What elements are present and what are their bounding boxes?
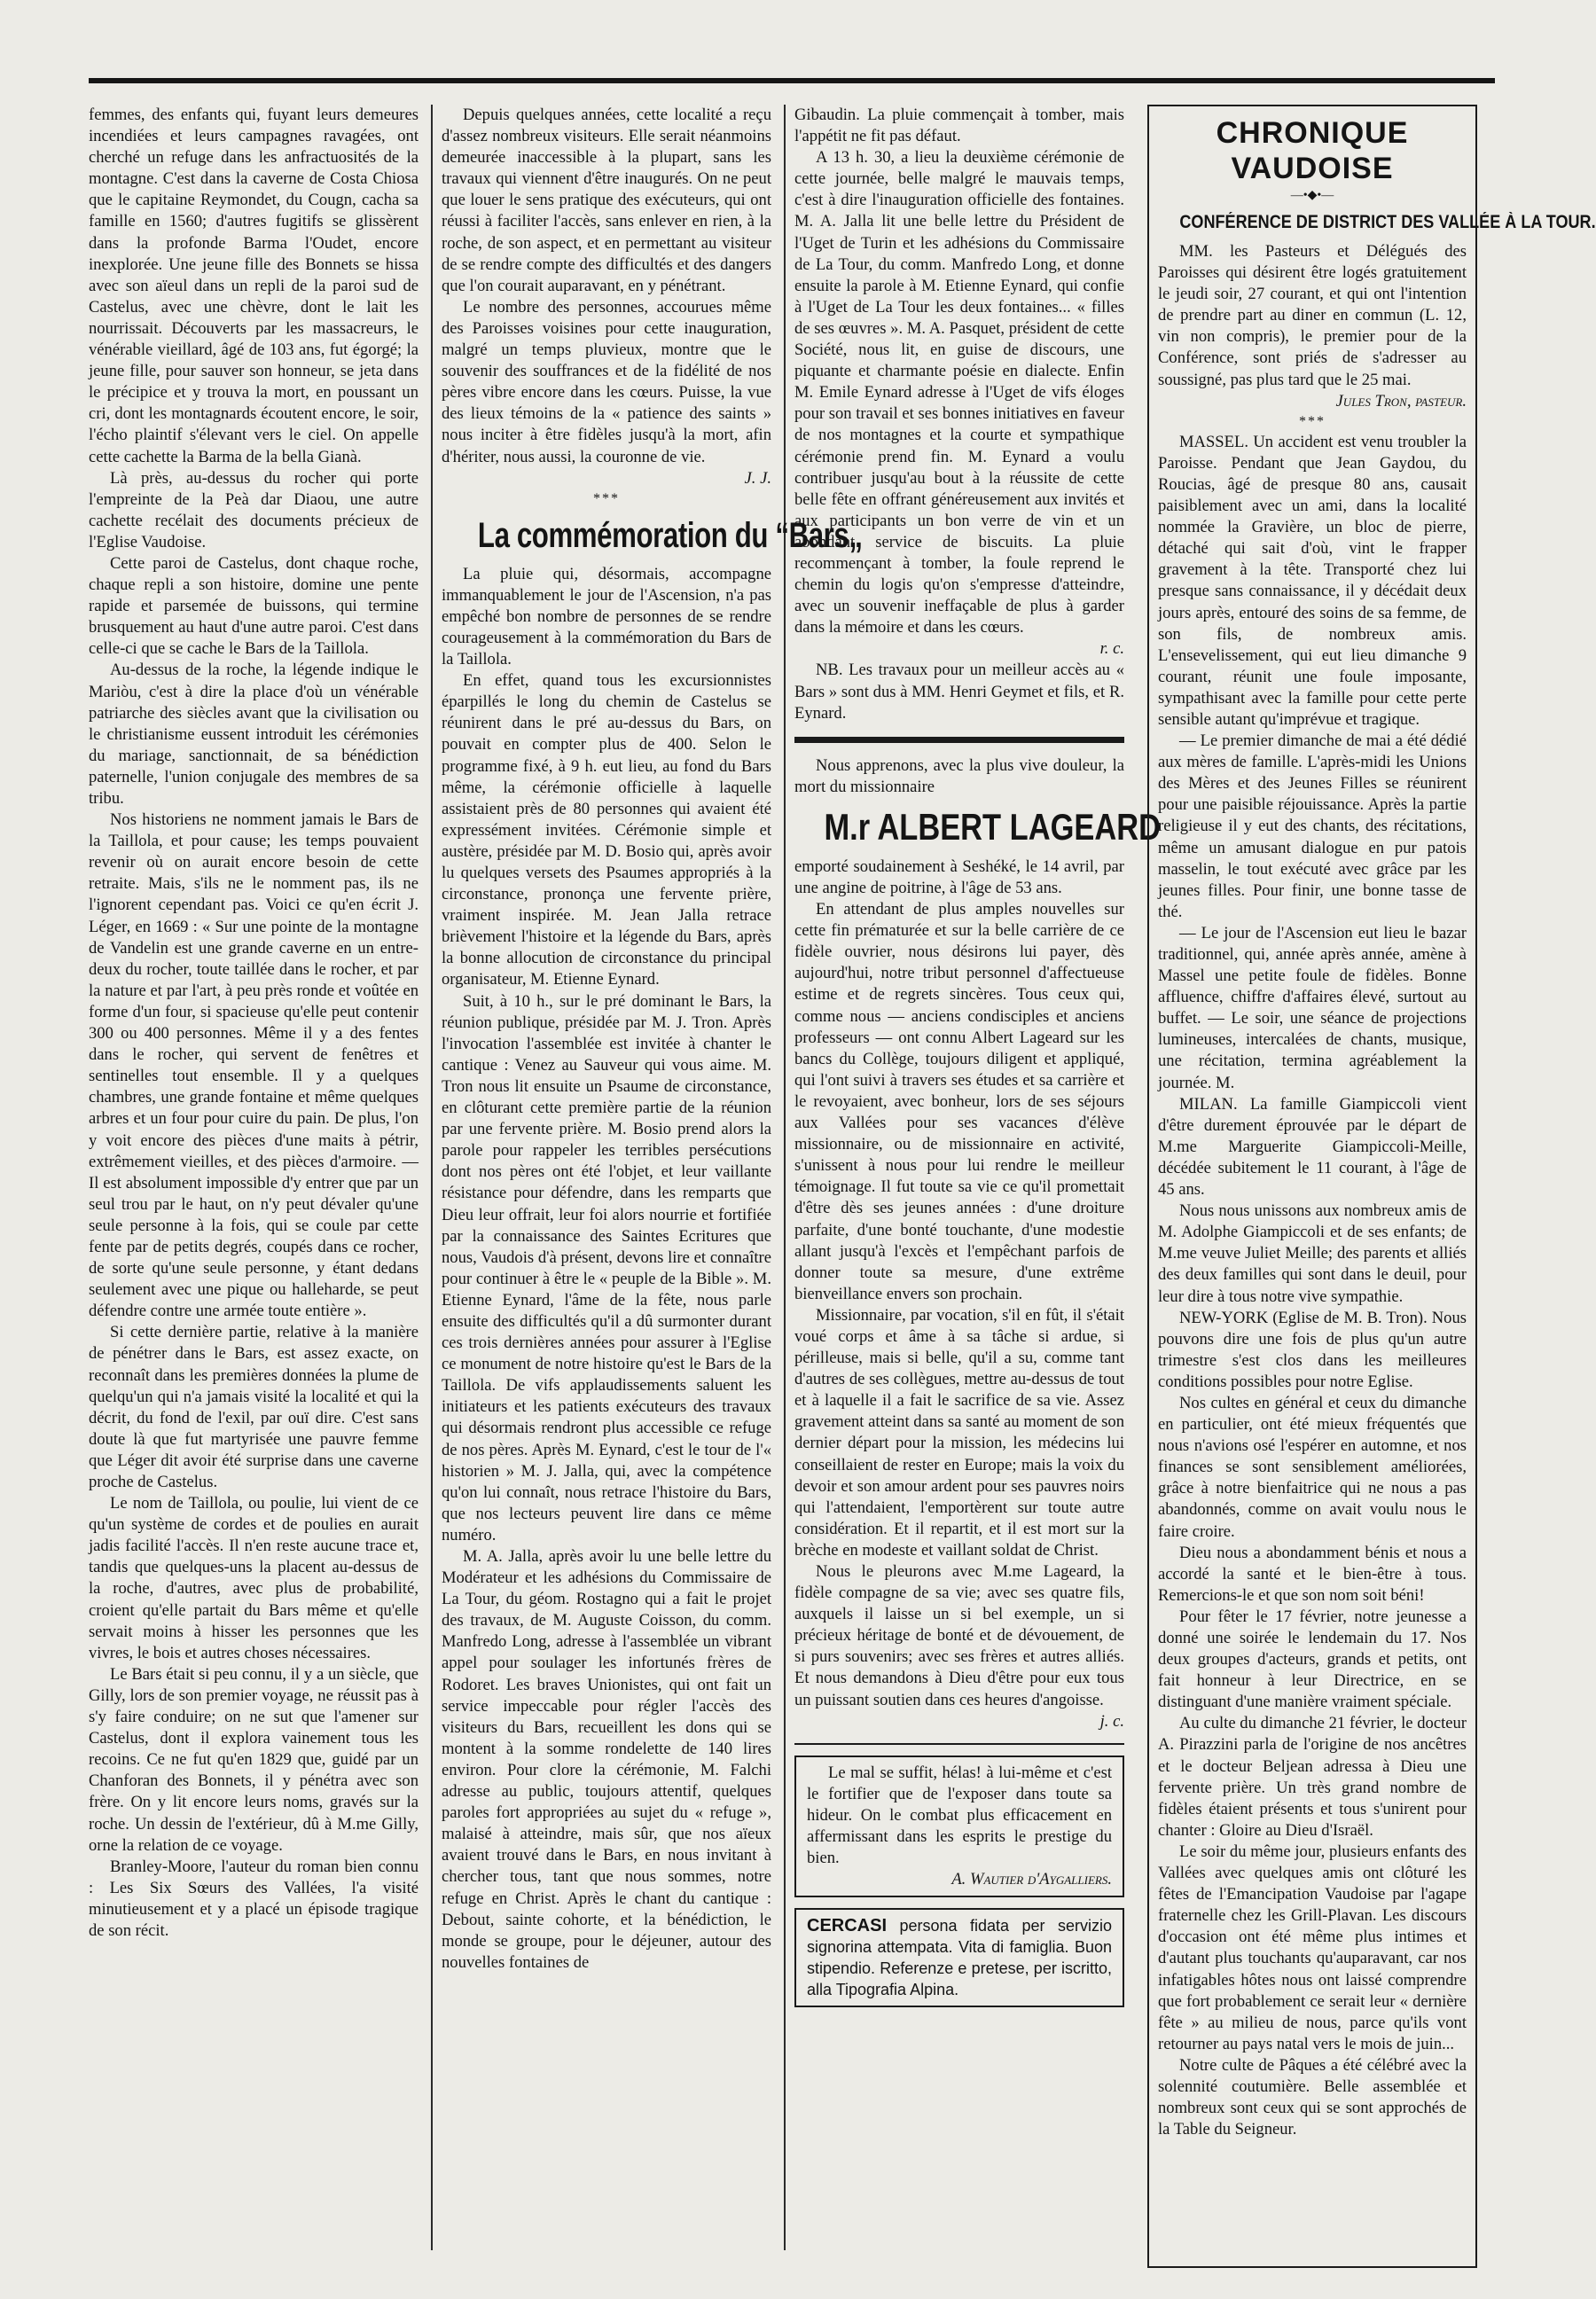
paragraph: La pluie qui, désormais, accompagne immanquablement le jour de l'Ascension, n'a pas empêché bon nombre de personnes de se rendre courageusement à la commémoration du Bars de la Taillola. [442,564,771,669]
paragraph: emporté soudainement à Seshéké, le 14 avril, par une angine de poitrine, à l'âge de 53 ans. [794,856,1124,897]
quote-box [794,1756,1124,1898]
paragraph: Nous nous unissons aux nombreux amis de M. Adolphe Giampiccoli et de ses enfants; de M.me veuve Juliet Meille; des parents et alliés des deux familles qui sont dans le deuil, pour leur dire à tous notre vive sympathie. [1158,1201,1467,1306]
paragraph: En attendant de plus amples nouvelles sur cette fin prématurée et sur la belle carrière de ce fidèle ouvrier, nous désirons lui payer, dès aujourd'hui, notre tribut personnel d'affectueuse estime et de regrets sincères. Tous ceux qui, comme nous — anciens condisciples et anciens professeurs — ont connu Albert Lageard sur les bancs du Collège, toujours diligent et appliqué, qui l'ont suivi à travers ses études et sa carrière et le revoyaient, avec bonheur, lors de ses séjours aux Vallées pour ses vacances d'élève missionnaire, ou de missionnaire en activité, s'unissent à nous pour lui rendre le meilleur témoignage. Il fut toute sa vie ce qu'il promettait d'être dès ses jeunes années : d'une droiture parfaite, d'une bonté touchante, d'une modestie allant jusqu'à l'excès et l'empêchant parfois de donner toute sa mesure, d'une extrême bienveillance envers son prochain. [794,900,1124,1303]
section-rule [794,1743,1124,1745]
paragraph: Le nom de Taillola, ou poulie, lui vient de ce qu'un système de cordes et de poulies en aurait jadis facilité l'accès. Il n'en reste aucune trace et, tandis que quelques-uns la placent au-dessus de la roche, d'autres, avec plus de probabilité, croient qu'elle partait du Bars même et qu'elle servait moins à hisser les personnes que les vivres, le bois et autres choses nécessaires. [89,1494,419,1662]
paragraph: Là près, au-dessus du rocher qui porte l'empreinte de la Peà dar Diaou, une autre cachette recélait des documents précieux de l'Eglise Vaudoise. [89,468,419,551]
quote-author: A. Wautier d'Aygalliers. [951,1870,1112,1889]
paragraph: Gibaudin. La pluie commençait à tomber, mais l'appétit ne fit pas défaut. [794,106,1124,146]
section-title: CHRONIQUE VAUDOISE [1216,116,1409,185]
paragraph: Pour fêter le 17 février, notre jeunesse a donné une soirée le lendemain du 17. Nos deux groupes d'acteurs, grands et petits, ont fait honneur à leur Directrice, en se distinguant d'une manière vraiment spéciale. [1158,1607,1467,1712]
paragraph: M. A. Jalla, après avoir lu une belle lettre du Modérateur et les adhésions du Commissaire de La Tour, du géom. Rostagno qui a fait le projet des travaux, de M. Auguste Coisson, du comm. Manfredo Long, adresse à l'assemblée un vibrant appel pour soulager les infortunés frères de Rodoret. Les braves Unionistes, qui ont fait un service impeccable pour régler l'accès des visiteurs du Bars, recueillent les dons qui se montent à la somme rondelette de 140 lires environ. Pour clore la cérémonie, M. Falchi adresse au public, toujours attentif, quelques paroles fort appropriées au sujet du « refuge », malaisé à atteindre, mais sûr, que nos aïeux avaient trouvé dans le Bars, en nous invitant à chercher tous, tant que nous sommes, notre refuge en Christ. Après le chant du cantique : Debout, sainte cohorte, et la bénédiction, le monde se groupe, pour le déjeuner, autour des nouvelles fontaines de [442,1547,771,1972]
signature: j. c. [1099,1711,1124,1731]
section-rule [794,737,1124,743]
paragraph: Depuis quelques années, cette localité a reçu d'assez nombreux visiteurs. Elle serait néanmoins demeurée inaccessible à la plupart, sans les travaux qui viennent d'être inaugurés. On ne peut que louer le sens pratique des exécuteurs, qui ont réussi à faciliter l'accès, sans enlever en rien, à la roche, de son aspect, et en permettant au visiteur de se rendre compte des difficultés et des dangers que l'on courait auparavant, en y pénétrant. [442,106,771,295]
paragraph: — Le jour de l'Ascension eut lieu le bazar traditionnel, qui, année après année, amène à Massel une petite foule de fidèles. Bonne affluence, chiffre d'affaires élevé, surtout au buffet. — Le soir, une séance de projections lumineuses, intercalées de chants, musique, une récitation, termina agréablement la journée. M. [1158,923,1467,1092]
paragraph: Si cette dernière partie, relative à la manière de pénétrer dans le Bars, est assez exacte, on reconnaît dans les premières données la plume de quelqu'un qui n'a jamais visité la localité et qui la décrit, du fond de l'exil, par ouï dire. C'est sans doute là que fut martyrisée une pauvre femme que Léger dit avoir été surprise dans une caverne proche de Castelus. [89,1323,419,1491]
paragraph: Branley-Moore, l'auteur du roman bien connu : Les Six Sœurs des Vallées, l'a visité minutieusement et y a placé un épisode tragique de son récit. [89,1857,419,1940]
separator-stars: *** [1299,413,1326,429]
section-subtitle: CONFÉRENCE DE DISTRICT DES VALLÉE À LA TOUR. [1179,212,1596,232]
separator-stars: *** [593,490,620,506]
top-rule [89,78,1495,83]
paragraph: Missionnaire, par vocation, s'il en fût, il s'était voué corps et âme à sa tâche si ardue, si périlleuse, mais si belle, qu'il a su, comme tant d'autres de ses collègues, mettre au-dessus de tout et à laquelle il a fait le sacrifice de sa vie. Assez gravement atteint dans sa santé au moment de son dernier départ pour la mission, les médecins lui conseillaient de rester en Europe; mais la voix du devoir et son amour ardent pour ses pauvres noirs qui l'attendaient, l'emportèrent sur toute autre considération. Et il repartit, et il est mort sur la brèche en modeste et vaillant soldat de Christ. [794,1305,1124,1560]
paragraph: MASSEL. Un accident est venu troubler la Paroisse. Pendant que Jean Gaydou, du Roucias, âgé de presque 80 ans, causait paisiblement avec un ami, dans la localité nommée la Gravière, un bloc de pierre, détaché qui sait d'où, vint le frapper gravement à la tête. Transporté chez lui presque sans connaissance, il y décédait deux jours après, entouré des soins de sa femme, de son fils, de nombreux amis. L'ensevelissement, qui eut lieu dimanche 9 courant, réunit une foule imposante, sympathisant avec la famille pour cette perte sensible autant qu'imprévue et tragique. [1158,432,1467,729]
signature: J. J. [744,468,771,488]
paragraph: Notre culte de Pâques a été célébré avec la solennité coutumière. Belle assemblée et nombreux sont ceux qui se sont approchés de la Table du Seigneur. [1158,2055,1467,2139]
quote-text: Le mal se suffit, hélas! à lui-même et c'est le fortifier que de l'exposer dans toute sa hideur. On le combat plus efficacement en affermissant dans les esprits le prestige du bien. [807,1763,1112,1868]
paragraph: Au-dessus de la roche, la légende indique le Mariòu, c'est à dire la place d'où un vénérable patriarche des siècles avant que la civilisation ou le christianisme eussent introduit les cérémonies du mariage, sanctionnait, de sa bénédiction paternelle, l'union conjugale des membres de sa tribu. [89,661,419,808]
article-headline: La commémoration du “Bars„ [477,515,863,555]
paragraph: Le Bars était si peu connu, il y a un siècle, que Gilly, lors de son premier voyage, ne réussit pas à s'y faire conduire; on ne sut que l'amener sur Castelus, dont il explora vainement tous les recoins. Ce ne fut qu'en 1829 que, guidé par un Chanforan des Bonnets, il y pénétra avec son frère. On y lit encore leurs noms, gravés sur la roche. Un dessin de l'extérieur, dû à M.me Gilly, orne la relation de ce voyage. [89,1664,419,1855]
paragraph: En effet, quand tous les excursionnistes éparpillés le long du chemin de Castelus se réunirent dans le pré au-dessus du Bars, on pouvait en compter plus de 400. Selon le programme fixé, à 9 h. eut lieu, au fond du Bars même, la cérémonie officielle à laquelle assistaient près de 80 personnes qui avaient été expressément invitées. Cérémonie simple et austère, présidée par M. D. Bosio qui, après avoir lu quelques versets des Psaumes appropriés à la circonstance, prononça une fervente prière, vraiment inspirée. M. Jean Jalla retrace brièvement l'histoire et la légende du Bars, après la bonne allocution de circonstance du principal organisateur, M. Etienne Eynard. [442,671,771,989]
obituary-intro: Nous apprenons, avec la plus vive douleur, la mort du missionnaire [794,755,1124,796]
paragraph: MM. les Pasteurs et Délégués des Paroisses qui désirent être logés gratuitement le jeudi soir, 27 courant, et qui ont l'intention de prendre part au diner en commun (L. 12, vin non compris), le premier pour de la Conférence, sont priés de s'adresser au soussigné, pas plus tard que le 25 mai. [1158,242,1467,389]
newspaper-page [89,105,1596,2268]
signature: Jules Tron, pasteur. [1335,391,1467,411]
paragraph: — Le premier dimanche de mai a été dédié aux mères de famille. L'après-midi les Unions des Mères et des Jeunes Filles se réunirent pour une paisible réjouissance. Après la partie religieuse il y eut des chants, des récitations, même un amusant dialogue en pur patois masselin, le tout exécuté avec grâce par les jeunes filles. Pour finir, une bonne tasse de thé. [1158,731,1467,921]
paragraph: Le nombre des personnes, accourues même des Paroisses voisines pour cette inauguration, malgré un temps pluvieux, montre que le souvenir des souffrances et de la fidélité de nos pères vibre encore dans les cœurs. Puisse, la vue des lieux témoins de la « patience des saints » nous inciter à être fidèles jusqu'à la mort, afin d'hériter, nous aussi, la couronne de vie. [442,297,771,466]
column-4-chronique [1147,105,1596,2268]
paragraph: Nos cultes en général et ceux du dimanche en particulier, ont été mieux fréquentés que nous n'avions osé l'espérer en automne, et nos finances se sont sensiblement améliorées, grâce à notre bienfaitrice qui ne nous a pas abandonnés, comme on avait voulu nous le faire croire. [1158,1393,1467,1541]
paragraph: Dieu nous a abondamment bénis et nous a accordé la santé et le bien-être à tous. Remercions-le et que son nom soit béni! [1158,1543,1467,1605]
paragraph: Cette paroi de Castelus, dont chaque roche, chaque repli a son histoire, domine une pente rapide et parsemée de buissons, qui termine brusquement au haut d'une autre paroi. C'est dans celle-ci que se cache le Bars de la Taillola. [89,553,419,659]
ad-keyword: CERCASI [807,1916,888,1936]
paragraph: A 13 h. 30, a lieu la deuxième cérémonie de cette journée, belle malgré le mauvais temps, c'est à dire l'inauguration officielle des fontaines. M. A. Jalla lit une belle lettre du Président de l'Uget de Turin et les adhésions du Commissaire de La Tour, du comm. Manfredo Long, et donne ensuite la parole à M. Etienne Eynard, qui confie à l'Uget de La Tour les deux fontaines... « filles de ses œuvres ». M. A. Pasquet, président de cette Société, nous lit, en guise de discours, une piquante et charmante poésie en dialecte. Enfin M. Emile Eynard adresse à l'Uget de vifs éloges pour son travail et ses bonnes initiatives en faveur de nos montagnes et la courte et sympathique cérémonie prend fin. M. Eynard a voulu contribuer jusqu'au bout à la réussite de cette belle fête en offrant généreusement aux invités et aux participants un bon verre de vin et un abondant service de biscuits. La pluie recommençant à tomber, la foule reprend le chemin du logis qu'on s'empresse d'atteindre, avec un souvenir ineffaçable de plus à garder dans la mémoire et dans les cœurs. [794,148,1124,637]
paragraph: Nous le pleurons avec M.me Lageard, la fidèle compagne de sa vie; avec ses quatre fils, auxquels il laisse un si bel exemple, un si précieux héritage de bonté et de dévouement, de si purs souvenirs; avec ses frères et autres alliés. Et nous demandons à Dieu d'être pour eux tous un puissant soutien dans ces heures d'angoisse. [794,1562,1124,1709]
ad-text: persona fidata per servizio signorina attempata. Vita di famiglia. Buon stipendio. Referenze e pretese, per iscritto, alla Tipografia Alpina. [807,1917,1112,1999]
column-3 [794,105,1161,2268]
paragraph: Au culte du dimanche 21 février, le docteur A. Pirazzini parla de l'origine de nos ancêtres et le docteur Beljean adressa à Dieu une fervente prière. Un très grand nombre de fidèles étaient présents et tous s'unirent pour chanter : Gloire au Dieu d'Israël. [1158,1714,1467,1840]
paragraph: femmes, des enfants qui, fuyant leurs demeures incendiées et leurs campagnes ravagées, ont cherché un refuge dans les anfractuosités de la montagne. C'est dans la caverne de Costa Chiosa que le capitaine Reymondet, du Cougn, cacha sa famille en 1560; d'autres fugitifs se glissèrent dans la profonde Barma l'Oudet, encore inexplorée. Une jeune fille des Bonnets se hissa avec son aïeul dans un repli de la paroi sud de Castelus, avec une chèvre, dont le lait les nourrissait. Découverts par les massacreurs, le vénérable vieillard, âgé de 103 ans, fut égorgé; la jeune fille, pour sauver son honneur, se jeta dans le précipice et y trouva la mort, en poussant un cri, dont les montagnards écoutent encore, le soir, l'écho plaintif s'élevant vers le ciel. On appelle cette cachette la Barma de la bella Gianà. [89,106,419,466]
nb-note: NB. Les travaux pour un meilleur accès au « Bars » sont dus à MM. Henri Geymet et fils, et R. Eynard. [794,661,1124,723]
signature: r. c. [1099,639,1124,659]
classified-ad [794,1908,1124,2007]
paragraph: Le soir du même jour, plusieurs enfants des Vallées avec quelques amis ont clôturé les fêtes de l'Emancipation Vaudoise par l'agape fraternelle chez les Grill-Plavan. Les discours d'occasion ont été même plus intimes et d'autant plus touchants qu'auparavant, car nos infatigables hôtes nous ont laissé comprendre que fort probablement ce serait leur « dernière fête » au milieu de nous, parce qu'ils vont retourner au pays natal vers le mois de juin... [1158,1842,1467,2053]
column-1 [89,105,419,2268]
paragraph: Nos historiens ne nomment jamais le Bars de la Taillola, et pour cause; les temps pouvaient revenir où on aurait encore besoin de cette retraite. Mais, s'ils ne le nomment pas, ils ne l'ignorent cependant pas. Voici ce qu'en écrit J. Léger, en 1669 : « Sur une pointe de la montagne de Vandelin est une grande caverne en un entre-deux du rocher, toute taillée dans le rocher, et par la nature et par l'art, à peu près ronde et voûtée en forme d'un four, si spacieuse qu'elle peut contenir 300 ou 400 personnes. Même il y a des fentes dans le rocher, qui servent de fenêtres et sentinelles tout ensemble. Il y a quelques chambres, une grande fontaine et même quelques arbres et un four pour cuire du pain. De plus, l'on y voit encore des pièces d'une maits à pétrir, extrêmement vieilles, et des pièces d'armoire. — Il est absolument impossible d'y entrer que par un seul trou par le haut, on n'y peut dévaler qu'une seule personne à la fois, qui se coule par cette fente par de petits degrés, coupés dans ce rocher, de sorte qu'une seule personne, y étant dedans seulement avec une pique ou halleharde, se peut défendre contre une armée toute entière ». [89,810,419,1321]
obituary-name: M.r ALBERT LAGEARD [824,805,1161,848]
title-ornament: —•◆•— [1290,189,1334,202]
paragraph: MILAN. La famille Giampiccoli vient d'être durement éprouvée par le départ de M.me Marguerite Giampiccoli-Meille, décédée subitement le 11 courant, à l'âge de 45 ans. [1158,1094,1467,1200]
paragraph: NEW-YORK (Eglise de M. B. Tron). Nous pouvons dire une fois de plus qu'un autre trimestre s'est clos dans les meilleures conditions possibles pour notre Eglise. [1158,1308,1467,1391]
paragraph: Suit, à 10 h., sur le pré dominant le Bars, la réunion publique, présidée par M. J. Tron. Après l'invocation l'assemblée est invitée à chanter le cantique : Venez au Sauveur qui vous aime. M. Tron nous lit ensuite un Psaume de circonstance, en clôturant cette première partie de la réunion par une fervente prière. M. Bosio prend alors la parole pour rappeler les terribles persécutions dont nos pères ont été l'objet, et leur vaillante résistance pour défendre, dans les remparts que Dieu leur offrait, leur foi alors nourrie et fortifiée par la connaissance des Saintes Ecritures que nous, Vaudois d'à présent, devons lire et connaître pour continuer à être le « peuple de la Bible ». M. Etienne Eynard, l'âme de la fête, nous parle ensuite des difficultés qu'il a dû surmonter durant ces trois dernières années pour assurer à l'Eglise ce monument de notre histoire qu'est le Bars de la Taillola. De vifs applaudissements saluent les initiateurs et les patients exécuteurs des travaux qui désormais rendront plus accessible ce refuge de nos pères. Après M. Eynard, c'est le tour de l'« historien » M. J. Jalla, qui, avec la compétence qu'on lui connaît, nous retrace l'histoire du Bars, que nos lecteurs peuvent lire dans ce même numéro. [442,991,771,1544]
